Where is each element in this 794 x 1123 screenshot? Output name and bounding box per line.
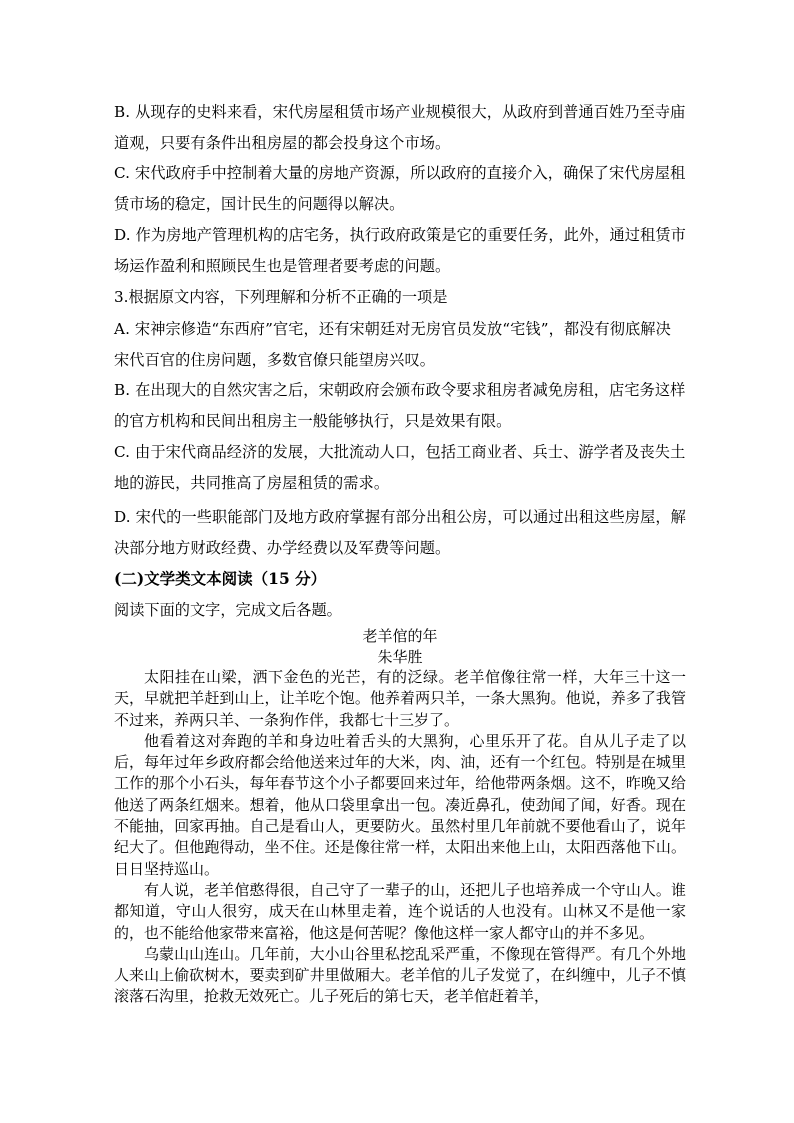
option-a-q3: A. 宋神宗修造“东西府”官宅，还有宋朝廷对无房官员发放“宅钱”，都没有彻底解决宋代百官的住房问题，多数官僚只能望房兴叹。 — [114, 320, 671, 369]
story-paragraph: 他看着这对奔跑的羊和身边吐着舌头的大黑狗，心里乐开了花。自从儿子走了以后，每年过年乡政府都会给他送来过年的大米，肉、油，还有一个红包。特别是在城里工作的那个小石头，每年春节这个小子都要回来过年，给他带两条烟。这不，昨晚又给他送了两条红烟来。想着，他从口袋里拿出一包。凑近鼻孔，使劲闻了闻，好香。现在不能抽，回家再抽。自己是看山人，更要防火。虽然村里几年前就不要他看山了，说年纪大了。但他跑得动，坐不住。还是像往常一样，太阳出来他上山，太阳西落他下山。日日坚持巡山。 — [114, 731, 686, 878]
story-body — [114, 667, 686, 1008]
story-paragraph: 乌蒙山山连山。几年前，大小山谷里私挖乱采严重，不像现在管得严。有几个外地人来山上偷砍树木，要卖到矿井里做厢大。老羊倌的儿子发觉了，在纠缠中，儿子不慎滚落石沟里，抢救无效死亡。儿子死后的第七天，老羊倌赶着羊， — [114, 944, 686, 1006]
option-c-q2: C. 宋代政府手中控制着大量的房地产资源，所以政府的直接介入，确保了宋代房屋租赁市场的稳定，国计民生的问题得以解决。 — [114, 164, 686, 213]
story-paragraph: 太阳挂在山梁，洒下金色的光芒，有的泛绿。老羊倌像往常一样，大年三十这一天，早就把羊赶到山上，让羊吃个饱。他养着两只羊，一条大黑狗。他说，养多了我管不过来，养两只羊、一条狗作伴，我都七十三岁了。 — [114, 668, 686, 729]
option-d-q2: D. 作为房地产管理机构的店宅务，执行政府政策是它的重要任务，此外，通过租赁市场运作盈利和照顾民生也是管理者要考虑的问题。 — [114, 226, 686, 275]
option-d-q3: D. 宋代的一些职能部门及地方政府掌握有部分出租公房，可以通过出租这些房屋，解决部分地方财政经费、办学经费以及军费等问题。 — [114, 508, 686, 557]
option-b-q3: B. 在出现大的自然灾害之后，宋朝政府会颁布政令要求租房者减免房租，店宅务这样的官方机构和民间出租房主一般能够执行，只是效果有限。 — [114, 381, 686, 430]
option-c-q3: C. 由于宋代商品经济的发展，大批流动人口，包括工商业者、兵士、游学者及丧失土地的游民，共同推高了房屋租赁的需求。 — [114, 443, 686, 492]
story-title: 老羊倌的年 — [362, 627, 438, 645]
story-author: 朱华胜 — [377, 648, 423, 666]
section-heading: (二)文学类文本阅读（15 分） — [114, 569, 327, 588]
section-instruction: 阅读下面的文字，完成文后各题。 — [114, 601, 342, 619]
option-b-q2: B. 从现存的史料来看，宋代房屋租赁市场产业规模很大，从政府到普通百姓乃至寺庙道观，只要有条件出租房屋的都会投身这个市场。 — [114, 103, 686, 152]
question-3-stem: 3.根据原文内容，下列理解和分析不正确的一项是 — [114, 288, 448, 306]
story-paragraph: 有人说，老羊倌憨得很，自己守了一辈子的山，还把儿子也培养成一个守山人。谁都知道，守山人很穷，成天在山林里走着，连个说话的人也没有。山林又不是他一家的，也不能给他家带来富裕，他这是何苦呢？像他这样一家人都守山的并不多见。 — [114, 880, 686, 942]
